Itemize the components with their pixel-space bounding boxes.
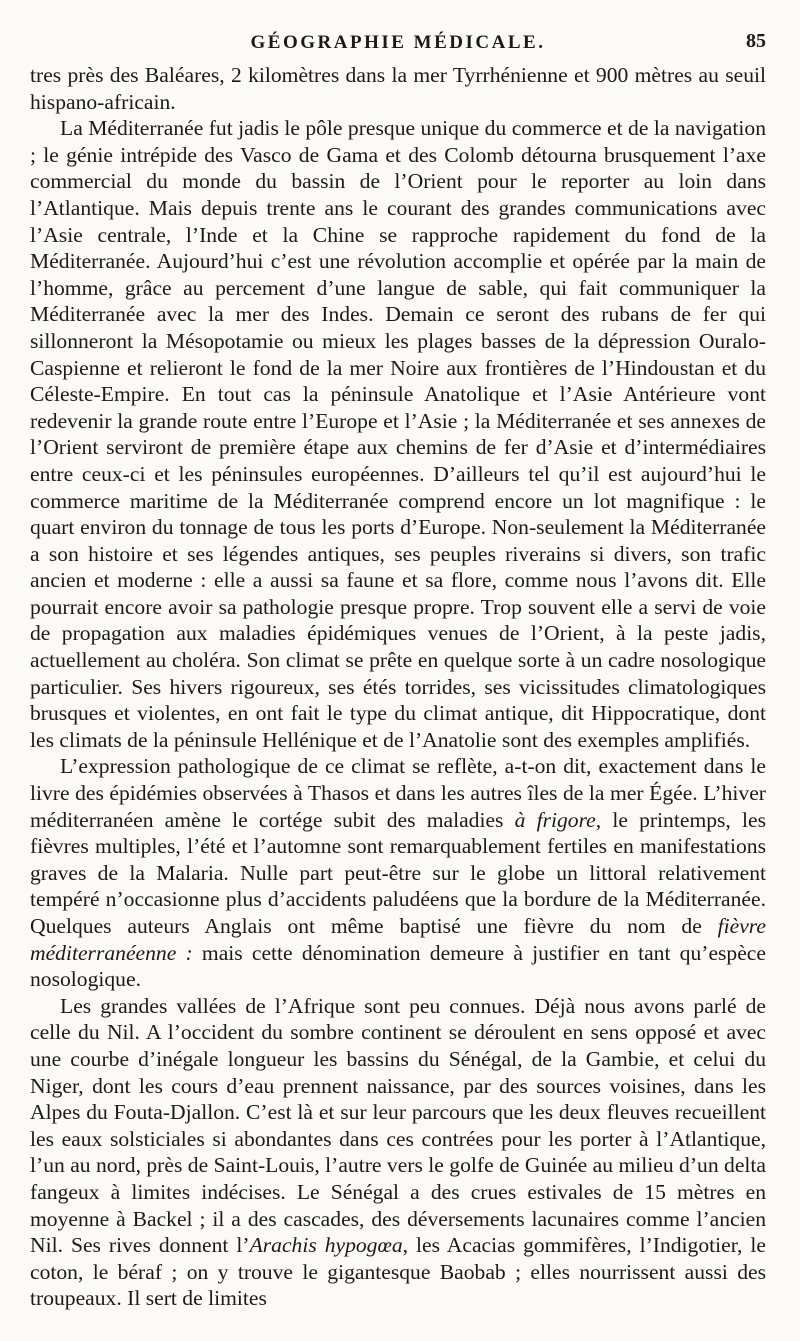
paragraph-text: La Méditerranée fut jadis le pôle presque unique du commerce et de la navigation ; le génie intrépide des Vasco de Gama et des Colomb détourna brusquement l’axe commercial du monde du bassin de l’Orient pour le reporter au loin dans l’Atlantique. Mais depuis trente ans le courant des grandes communications avec l’Asie centrale, l’Inde et la Chine se rapproche rapidement du fond de la Méditerranée. Aujourd’hui c’est une révolution accomplie et opérée par la main de l’homme, grâce au percement d’une langue de sable, qui fait communiquer la Méditerranée avec la mer des Indes. Demain ce seront des rubans de fer qui sillonneront la Mésopotamie ou mieux les plages basses de la dépression Ouralo-Caspienne et relieront le fond de la mer Noire aux frontières de l’Hindoustan et du Céleste-Empire. En tout cas la péninsule Anatolique et l’Asie Antérieure vont redevenir la grande route entre l’Europe et l’Asie ; la Méditerranée et ses annexes de l’Orient serviront de première étape aux chemins de fer d’Asie et d’intermédiaires entre ceux-ci et les péninsules européennes. D’ailleurs tel qu’il est aujourd’hui le commerce maritime de la Méditerranée comprend encore un lot magnifique : le quart environ du tonnage de tous les ports d’Europe. Non-seulement la Méditerranée a son histoire et ses légendes antiques, ses peuples riverains si divers, son trafic ancien et moderne : elle a aussi sa faune et sa flore, comme nous l’avons dit. Elle pourrait encore avoir sa pathologie presque propre. Trop souvent elle a servi de voie de propagation aux maladies épidémiques venues de l’Orient, à la peste jadis, actuellement au choléra. Son climat se prête en quelque sorte à un cadre nosologique particulier. Ses hivers rigoureux, ses étés torrides, ses vicissitudes climatologiques brusques et violentes, en ont fait le type du climat antique, dit Hippocratique, dont les climats de la péninsule Hellénique et de l’Anatolie sont des exemples amplifiés. bbox=[30, 116, 766, 752]
paragraph-continued bbox=[30, 62, 766, 115]
running-head: GÉOGRAPHIE MÉDICALE. bbox=[250, 32, 546, 53]
italic-term: à frigore bbox=[514, 807, 596, 832]
italic-term: fièvre méditerranéenne : bbox=[30, 914, 766, 965]
paragraph-mediterranean-commerce bbox=[30, 115, 766, 753]
paragraph-pathology bbox=[30, 753, 766, 992]
paragraph-text: , le printemps, les fièvres multiples, l’été et l’automne sont remarquablement fertiles en manifestations graves de la Malaria. Nulle part peut-être sur le globe un littoral relativement tempéré n’occasionne plus d’accidents paludéens que la bordure de la Méditerranée. Quelques auteurs Anglais ont même baptisé une fièvre du nom de bbox=[30, 807, 766, 938]
paragraph-african-valleys bbox=[30, 993, 766, 1312]
paragraph-text: L’expression pathologique de ce climat se reflète, a-t-on dit, exactement dans le livre des épidémies observées à Thasos et dans les autres îles de la mer Égée. L’hiver méditerranéen amène le cortége subit des maladies bbox=[30, 754, 766, 832]
paragraph-text: Les grandes vallées de l’Afrique sont peu connues. Déjà nous avons parlé de celle du Nil. A l’occident du sombre continent se déroulent en sens opposé et avec une courbe d’inégale longueur les bassins du Sénégal, de la Gambie, et celui du Niger, dont les cours d’eau prennent naissance, par des sources voisines, dans les Alpes du Fouta-Djallon. C’est là et sur leur parcours que les deux fleuves recueillent les eaux solsticiales si abondantes dans ces contrées pour les porter à l’Atlantique, l’un au nord, près de Saint-Louis, l’autre vers le golfe de Guinée au milieu d’un delta fangeux à limites indécises. Le Sénégal a des crues estivales de 15 mètres en moyenne à Backel ; il a des cascades, des déversements lacunaires comme l’ancien Nil. Ses rives donnent l’ bbox=[30, 993, 766, 1258]
paragraph-text: , les Acacias gommifères, l’Indigotier, le coton, le béraf ; on y trouve le gigantesque Baobab ; elles nourrissent aussi des troupeaux. Il sert de limites bbox=[30, 1233, 766, 1311]
page-header bbox=[30, 26, 766, 60]
italic-term: Arachis hypogœa bbox=[249, 1233, 403, 1258]
page-number: 85 bbox=[746, 30, 766, 52]
paragraph-text: tres près des Baléares, 2 kilomètres dans la mer Tyrrhénienne et 900 mètres au seuil hispano-africain. bbox=[30, 63, 766, 114]
page-body bbox=[30, 62, 766, 1312]
paragraph-text: mais cette dénomination demeure à justifier en tant qu’espèce nosologique. bbox=[30, 940, 766, 992]
